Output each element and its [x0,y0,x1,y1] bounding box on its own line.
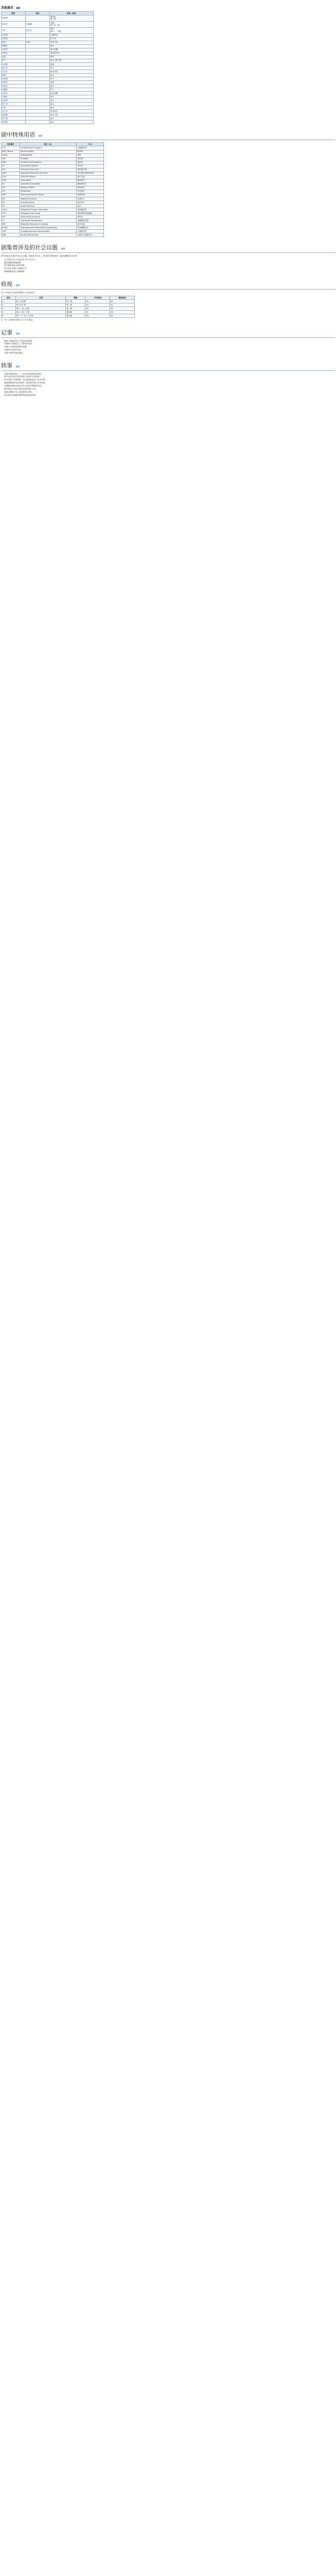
table-cell: COS [2,175,20,179]
table-row [2,314,135,318]
table-row [2,113,94,117]
edit-link[interactable]: 编辑 [15,365,20,368]
table-cell: RN [2,197,20,200]
table-row [2,77,94,81]
table-row [2,66,94,70]
table-cell: EN [2,200,20,204]
table-cell: Associate Consultant [20,182,77,186]
table-cell: 病人 [50,103,94,106]
table-cell: OT [2,164,20,168]
table-cell-link[interactable]: 吴卓羲 [2,62,26,66]
table-row [2,21,94,27]
column-header: 角色 [26,12,50,15]
table-cell-link[interactable] [26,103,50,106]
column-header: 演员 [2,12,26,15]
table-cell-link[interactable] [26,33,50,37]
table-cell: Chief of Service [20,175,77,179]
article-body [0,0,336,402]
table-cell-link[interactable]: 张大文 [26,27,50,33]
table-cell: Peripheral Oxygen Saturation [20,208,77,212]
table-cell-link[interactable]: 江欣燕 [2,33,26,37]
table-cell-link[interactable] [26,37,50,41]
table-row [2,106,94,110]
table-cell: Uro [2,157,20,161]
table-cell: 病人家属 [50,92,94,95]
table-row [2,150,104,154]
table-cell: 病人父亲 [50,113,94,117]
table-cell: 31 [110,303,135,307]
edit-link[interactable]: 编辑 [61,247,65,250]
table-cell: 33 [85,314,110,318]
table-row [2,233,104,237]
table-cell-link[interactable]: 邵传勇 [2,99,26,103]
table-row [2,70,94,73]
table-cell-link[interactable] [26,110,50,113]
table-cell-link[interactable]: 麦包 [2,55,26,59]
table-cell: 体外膜肺氧合 [77,226,104,230]
table-cell: NES / Neuro [2,150,20,154]
table-cell-link[interactable] [26,95,50,99]
table-row [2,223,104,226]
table-cell-link[interactable]: 李成昌 [2,48,26,52]
table-cell: Extracorporeal Membrane Oxygenation [20,226,77,230]
table-cell: 急症室医生 [50,52,94,55]
trivia-title: 轶事 [1,362,12,369]
table-cell: 30 [85,307,110,311]
table-cell: 血压 [77,204,104,208]
table-cell: Do Not Resuscitate [20,233,77,237]
table-cell: 4 [2,311,16,314]
table-cell-link[interactable] [26,48,50,52]
ratings-section-heading [1,280,335,290]
table-cell: Registered Nurse [20,197,77,200]
table-row [2,303,135,307]
table-cell-link[interactable] [26,117,50,121]
table-row [2,219,104,223]
edit-link[interactable]: 编辑 [15,283,20,286]
table-cell: 32 [110,307,135,311]
table-cell-link[interactable]: 陈百祥 [2,21,26,27]
table-row [2,157,104,161]
table-cell: 深切治疗部 [77,168,104,172]
table-cell-link[interactable] [26,77,50,81]
column-header: 中文 [77,143,104,146]
column-header: 集数 [66,296,85,299]
table-cell-link[interactable]: 林漪娸 [2,88,26,92]
table-cell: GCS [2,212,20,215]
table-row [2,190,104,193]
table-cell: 磁力共振 [77,223,104,226]
table-row [2,168,104,172]
table-cell-link[interactable]: 杨卓娜 [2,77,26,81]
table-cell-link[interactable]: 秦沛 [2,41,26,44]
table-cell-link[interactable] [26,81,50,84]
table-cell: 急症室 [77,161,104,164]
table-cell: 第十六至二十集 [16,311,66,314]
table-cell-link[interactable] [26,52,50,55]
table-cell: 第六至十集 [16,303,66,307]
table-cell: 5 [2,314,16,318]
cast-title: 其他演员 [1,6,14,10]
table-row [2,33,94,37]
table-cell-link[interactable]: 黄智贤 [2,15,26,22]
column-header: 最高收视 [110,296,135,299]
table-cell-link[interactable] [26,66,50,70]
table-cell: 28 [85,300,110,303]
table-cell: ICP [2,215,20,219]
table-cell: BP [2,204,20,208]
table-row [2,62,94,66]
list-item: • 本剧播出期间引起社会对公营医疗系统的讨论。 [4,385,335,387]
table-row [2,146,104,150]
table-cell: Accident & Emergency [20,161,77,164]
column-header: 周次 [2,296,16,299]
table-cell-link[interactable]: 黎耀祥 [2,44,26,48]
list-item: • 剧中大部分医疗术语均经专业医护人员审核。 [4,376,335,378]
ratings-footnote: 注：每一点收视代表约六万五千名观众。 [1,319,34,321]
table-cell: 客串 [50,81,94,84]
table-row [2,215,104,219]
table-cell: Operating Theatre [20,164,77,168]
table-cell: DNR [2,233,20,237]
table-cell: A&E [2,161,20,164]
table-cell-link[interactable]: 吴家乐 [2,52,26,55]
table-cell: 实习医生 [50,110,94,113]
table-cell: 客串 [50,62,94,66]
table-cell: 注册护士 [77,197,104,200]
table-row [2,193,104,197]
terms-table [1,142,104,237]
table-cell-link[interactable] [26,84,50,88]
table-cell: MO [2,186,20,190]
table-cell: 第十一至十五集 [16,307,66,311]
table-cell: 保安 [50,55,94,59]
table-row [2,182,104,186]
terms-title: 剧中特殊用语 [1,131,35,139]
table-cell: Houseman [20,190,77,193]
table-cell-link[interactable]: 胡枫 [2,74,26,77]
list-item: • 医疗事故及病人投诉机制 [4,264,335,267]
table-cell: 部门主管 [77,175,104,179]
table-row [2,81,94,84]
table-cell-link[interactable]: 蔡子健 [2,117,26,121]
table-cell-link[interactable]: 苏玉华 [2,70,26,73]
list-item: • 本剧举行收视庆功宴。 [4,349,335,351]
column-header: 日期 [16,296,66,299]
table-cell: 30 [110,300,135,303]
table-row [2,164,104,168]
table-row [2,92,94,95]
table-cell: 1 [2,300,16,303]
table-cell-link[interactable] [26,113,50,117]
table-cell: 资深护师 [77,193,104,197]
table-cell: 血氧饱和度 [77,208,104,212]
table-row [2,52,94,55]
table-cell: CPR [2,230,20,233]
table-cell: 脑外科 [77,150,104,154]
table-row [2,121,94,124]
cast-section-heading [1,5,335,10]
table-cell: 医生父亲 [50,41,94,44]
table-cell: 总監 第一至二集 [50,21,94,27]
table-row [2,161,104,164]
table-cell-link[interactable] [26,44,50,48]
table-row [2,88,94,92]
table-cell: MRI [2,223,20,226]
table-cell-link[interactable] [26,70,50,73]
table-cell-link[interactable]: 黄浩然 [2,81,26,84]
table-cell-link[interactable]: 朱咪咪 [2,121,26,124]
table-cell-link[interactable]: 马海伦 [2,95,26,99]
table-cell: 病人家属 [50,48,94,52]
table-cell: Neuro-surgery [20,150,77,154]
cast-table [1,11,94,124]
list-item: • 精神健康及病人家属照顾 [4,270,335,273]
table-row [2,44,94,48]
table-cell: 保安员 第一集 [50,15,94,22]
table-cell: AC [2,182,20,186]
table-cell: 2 [2,303,16,307]
list-item: • 剧组于香港多间公立医院取景拍摄。 [4,340,335,343]
events-list [4,340,335,355]
table-row [2,84,94,88]
list-item: • 剧组曾邀请医生担任顾问，指导演员进行手术场面。 [4,382,335,384]
column-header: 英语（全） [20,143,77,146]
table-cell: 护士长 [50,37,94,41]
table-cell-link[interactable]: 刘江 [2,27,26,33]
table-cell: 颅内压 [77,215,104,219]
table-row [2,48,94,52]
list-item: • 本剧于无线电视翡翠台首播。 [4,346,335,348]
table-cell: Urology [20,157,77,161]
table-cell: HO [2,190,20,193]
list-item: • 本剧举行开镜仪式，主要演员出席。 [4,343,335,345]
edit-link[interactable]: 编辑 [38,134,43,138]
table-cell: 病人 [50,84,94,88]
table-cell: 病人母亲 [50,70,94,73]
table-cell: CTS [2,146,20,150]
table-cell: Ortho [2,154,20,157]
table-cell-link[interactable] [26,121,50,124]
table-row [2,103,94,106]
table-row [2,74,94,77]
table-cell-link[interactable] [26,74,50,77]
trivia-list [4,373,335,397]
table-cell-link[interactable] [26,59,50,62]
column-header: 平均收视 [85,296,110,299]
table-cell: 3 [2,307,16,311]
credits-list [4,259,335,274]
table-cell-link[interactable] [26,62,50,66]
table-cell: 29 [85,303,110,307]
list-item: • 部分演员为拍摄本剧特别接受急救训练。 [4,394,335,397]
table-cell-link[interactable]: 张国强 [2,113,26,117]
events-title: 记事 [1,329,12,336]
table-cell: 病人 [50,44,94,48]
table-cell: 登记护士 [77,200,104,204]
table-cell-link[interactable]: 张达伦 [2,84,26,88]
table-cell: 护士 [50,88,94,92]
table-cell: 院长 (第一、二集) [50,27,94,33]
table-cell: 第四周 [66,311,85,314]
table-cell: 心肺复苏法 [77,230,104,233]
table-cell: Computed Tomography [20,219,77,223]
table-cell-link[interactable] [26,92,50,95]
table-cell-link[interactable]: 何展鹏 [26,21,50,27]
credits-title: 剧集曾涉及的社会议题 [1,244,58,251]
table-cell: Consultant [20,179,77,182]
list-item: • 公立医院人手不足及医护人员工作压力 [4,259,335,261]
table-cell-link[interactable] [26,99,50,103]
table-cell-link[interactable]: 何广沛 [2,103,26,106]
table-row [2,99,94,103]
ratings-title: 收视 [1,280,12,287]
table-cell: 病人 [50,95,94,99]
table-cell: 病人 [50,117,94,121]
table-row [2,117,94,121]
table-cell: CT [2,219,20,223]
table-cell: Glasgow Coma Scale [20,212,77,215]
list-item: • 本剧为系列作品之一，部分演员延续前作角色。 [4,373,335,376]
table-cell: 第五周 [66,314,85,318]
table-row [2,197,104,200]
table-row [2,204,104,208]
table-cell: CON [2,179,20,182]
table-cell-link[interactable] [26,106,50,110]
ratings-note: 以下为本剧于无线电视翡翠台之收视纪录： [1,291,37,294]
table-cell: 病人 [50,74,94,77]
table-cell: Enrolled Nurse [20,200,77,204]
terms-section-heading [1,130,335,140]
table-row [2,59,94,62]
credits-section-heading [1,243,335,253]
table-cell: 泌尿科 [77,157,104,161]
table-row [2,55,94,59]
table-cell-link[interactable]: 何旭 [26,41,50,44]
table-cell: 初生婴儿深切治疗部 [77,172,104,175]
table-cell: Medical Officer [20,186,77,190]
table-cell: Neonatal Intensive Care Unit [20,172,77,175]
table-cell: 顾问医生 [77,179,104,182]
table-cell: Magnetic Resonance Imaging [20,223,77,226]
table-row [2,27,94,33]
table-cell: 第二周 [66,303,85,307]
table-cell: 副顾问医生 [77,182,104,186]
table-row [2,208,104,212]
table-cell: 驻院医生 [77,186,104,190]
list-item: • 部分场景于片场搭建，以还原急症室及手术室环境。 [4,379,335,381]
table-row [2,179,104,182]
list-item: • 安乐死及不施行心肺复苏术 [4,267,335,270]
table-cell: 心胸肺外科 [77,146,104,150]
table-row [2,226,104,230]
table-cell: Cardiopulmonary Resuscitation [20,230,77,233]
table-row [2,95,94,99]
events-section-heading [1,328,335,338]
table-cell: 第一至五集 [16,300,66,303]
table-cell: ICU [2,168,20,172]
table-cell: 35 [110,314,135,318]
table-cell-link[interactable]: 邓兆尊 [2,37,26,41]
table-cell: 护士 [50,66,94,70]
table-cell: 护士 [50,77,94,81]
table-row [2,15,94,22]
table-cell: 病人 [50,121,94,124]
table-cell: 医生 [50,99,94,103]
table-cell: Orthopaedic [20,154,77,157]
table-cell-link[interactable]: 罗莽 [2,106,26,110]
table-cell-link[interactable]: 李子奇 [2,110,26,113]
trivia-section-heading [1,361,335,371]
table-cell-link[interactable] [26,88,50,92]
column-header: 职务／备注 [50,12,94,15]
table-row [2,175,104,179]
table-row [2,110,94,113]
table-row [2,172,104,175]
table-cell: 实习医生 [77,190,104,193]
table-cell: 33 [110,311,135,314]
table-row [2,154,104,157]
list-item: • 本剧主题曲于各大音乐颁奖礼获奖。 [4,391,335,394]
table-cell: Blood Pressure [20,204,77,208]
table-cell: 31 [85,311,110,314]
table-cell: 手术室 [77,164,104,168]
list-item: • 器官捐赠及移植轮候 [4,262,335,264]
table-row [2,300,135,303]
ratings-table [1,296,135,318]
edit-link[interactable]: 编辑 [16,7,21,9]
table-cell-link[interactable] [26,55,50,59]
edit-link[interactable]: 编辑 [15,332,20,335]
table-row [2,37,94,41]
table-cell: 骨科 [77,154,104,157]
table-cell: APN [2,193,20,197]
table-cell: Intracranial Pressure [20,215,77,219]
table-cell: Cardiothoracic Surgery [20,146,77,150]
table-row [2,230,104,233]
list-item: • 剧中角色名字部分取材自真实医护人员。 [4,388,335,391]
credits-intro: 剧中曾涉及多项医疗及社会议题，例如医疗失误、公私营医疗系统差异、器官捐赠及安乐死等。 [1,255,79,258]
table-row [2,311,135,314]
table-cell-link[interactable] [26,15,50,22]
table-cell-link[interactable]: 袁洁仪 [2,92,26,95]
table-cell: 病人 [50,106,94,110]
table-row [2,212,104,215]
table-cell: 病人 (第三集) [50,59,94,62]
table-cell-link[interactable]: 罗兰 [2,59,26,62]
table-cell-link[interactable]: 郭少芸 [2,66,26,70]
column-header: 英语缩写 [2,143,20,146]
table-cell: 第三周 [66,307,85,311]
table-cell: ECMO [2,226,20,230]
table-cell: 不施行心肺复苏术 [77,233,104,237]
table-cell: 电脑断层扫描 [77,219,104,223]
table-cell: 第一周 [66,300,85,303]
table-cell: Intensive Care Unit [20,168,77,172]
table-row [2,307,135,311]
list-item: • 本剧于海外电视台播出。 [4,352,335,354]
table-cell: NICU [2,172,20,175]
table-cell: SpO2 [2,208,20,212]
table-row [2,186,104,190]
table-row [2,200,104,204]
table-row [2,41,94,44]
table-cell: 格拉斯哥昏迷指数 [77,212,104,215]
table-cell: 第二十一至二十五集 [16,314,66,318]
table-cell: 心理医生 [50,33,94,37]
table-cell: Advanced Practice Nurse [20,193,77,197]
